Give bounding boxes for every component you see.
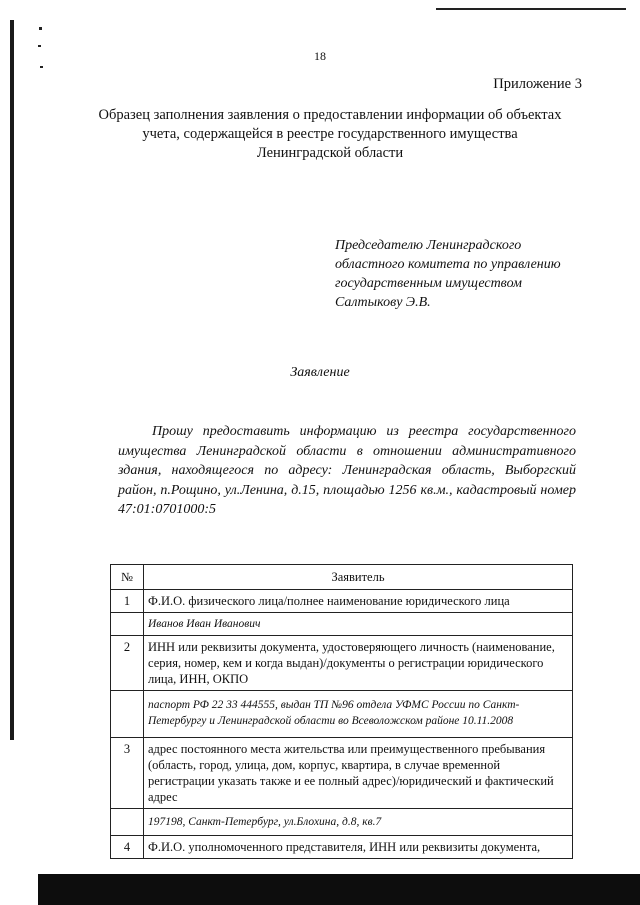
scan-speck (40, 66, 43, 68)
row-label: ИНН или реквизиты документа, удостоверяющего личность (наименование, серия, номер, кем и когда выдан)/документы о регистрации юридического лица, ИНН, ОКПО (144, 636, 573, 691)
row-label: Ф.И.О. физического лица/полнее наименование юридического лица (144, 590, 573, 613)
row-value: Иванов Иван Иванович (144, 613, 573, 636)
applicant-table (110, 564, 573, 859)
table-row-value (111, 613, 573, 636)
row-value: 197198, Санкт-Петербург, ул.Блохина, д.8, кв.7 (144, 809, 573, 836)
addressee-line: Председателю Ленинградского (335, 238, 522, 253)
scan-edge-bottom (38, 874, 640, 905)
row-number: 4 (111, 836, 144, 859)
document-title: Образец заполнения заявления о предоставлении информации об объектах учета, содержащейся в реестре государственного имущества Ленинградской области (98, 107, 562, 161)
table-header-applicant: Заявитель (144, 565, 573, 590)
row-value: паспорт РФ 22 33 444555, выдан ТП №96 отдела УФМС России по Санкт-Петербургу и Ленинградской области во Всеволожском районе 10.11.2008 (144, 691, 573, 738)
scan-speck (39, 27, 42, 30)
table-row-value (111, 691, 573, 738)
table-row (111, 738, 573, 809)
addressee-name: Салтыкову Э.В. (335, 295, 431, 310)
scan-edge-top (436, 8, 626, 10)
row-number-empty (111, 691, 144, 738)
row-number-empty (111, 613, 144, 636)
scan-speck (38, 45, 41, 47)
statement-title: Заявление (290, 365, 350, 380)
row-label: Ф.И.О. уполномоченного представителя, ИНН или реквизиты документа, (144, 836, 573, 859)
table-row (111, 836, 573, 859)
row-number: 3 (111, 738, 144, 809)
statement-paragraph: Прошу предоставить информацию из реестра государственного имущества Ленинградской области в отношении административного здания, находящегося по адресу: Ленинградская область, Выборгский район, п.Рощино, ул.Ленина, д.15, площадью 1256 кв.м., кадастровый номер 47:01:0701000:5 (118, 424, 576, 517)
addressee-line: областного комитета по управлению (335, 257, 561, 272)
appendix-label: Приложение 3 (493, 76, 582, 92)
row-number-empty (111, 809, 144, 836)
addressee-line: государственным имуществом (335, 276, 522, 291)
table-header-number: № (111, 565, 144, 590)
addressee-block (335, 236, 595, 312)
table-header-row (111, 565, 573, 590)
row-number: 2 (111, 636, 144, 691)
row-label: адрес постоянного места жительства или преимущественного пребывания (область, город, улица, дом, корпус, квартира, в случае временной регистрации указать также и ее полный адрес)/юридический и фактический адрес (144, 738, 573, 809)
page-number: 18 (314, 49, 326, 63)
statement-body (118, 422, 576, 520)
table-row (111, 636, 573, 691)
table-row-value (111, 809, 573, 836)
table-row (111, 590, 573, 613)
row-number: 1 (111, 590, 144, 613)
